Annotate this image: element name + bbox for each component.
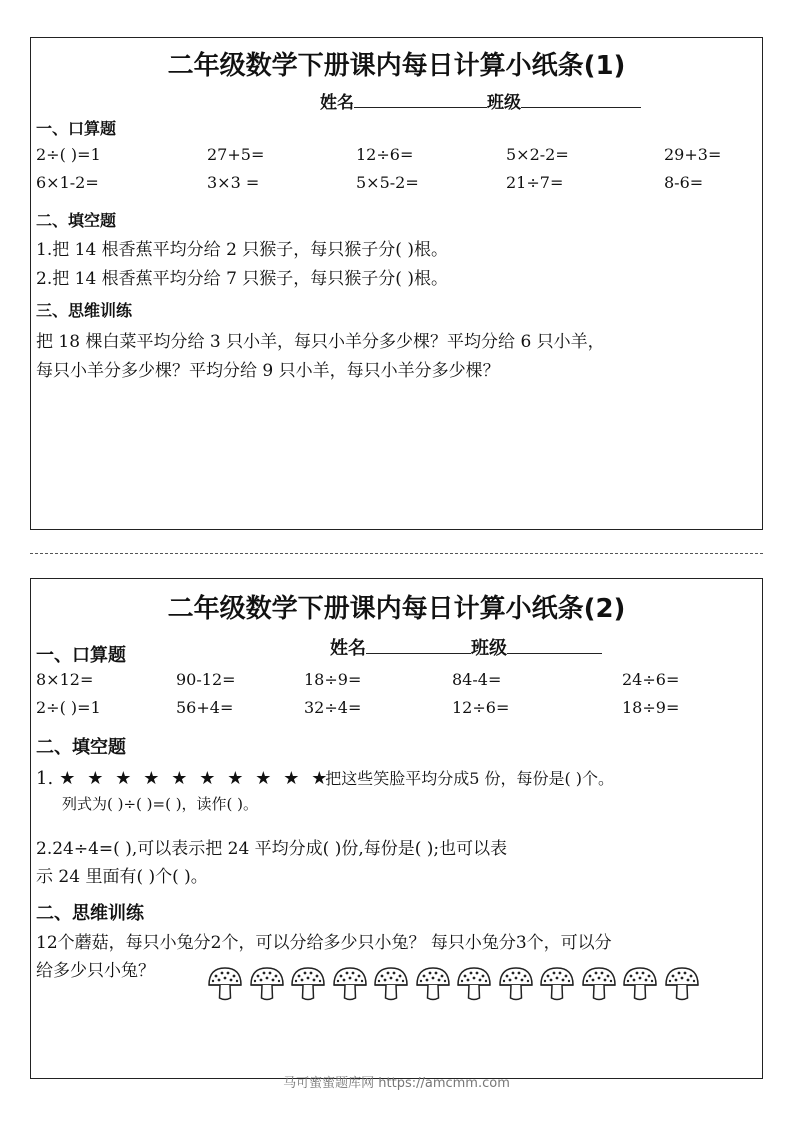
mushroom-icon: [581, 965, 617, 1003]
fill-question-2-line-2: 示 24 里面有( )个( )。: [36, 867, 208, 887]
oral-item: 8-6=: [664, 173, 704, 192]
oral-item: 90-12=: [176, 670, 236, 689]
class-blank[interactable]: [521, 91, 641, 108]
name-blank[interactable]: [354, 91, 487, 108]
oral-item: 21÷7=: [506, 173, 564, 192]
star-icon: ★: [199, 768, 216, 789]
mushroom-icon: [207, 965, 243, 1003]
star-icon: ★: [115, 768, 132, 789]
sheet1-title: 二年级数学下册课内每日计算小纸条(1): [167, 51, 626, 81]
thinking-line-2: 给多少只小兔？: [36, 961, 155, 981]
thinking-line-1: 12个蘑菇，每只小兔分2个，可以分给多少只小兔？ 每只小兔分3个，可以分: [36, 933, 612, 953]
fill-question-1: 1.把 14 根香蕉平均分给 2 只猴子，每只猴子分( )根。: [36, 240, 448, 260]
thinking-line-2: 每只小羊分多少棵？平均分给 9 只小羊，每只小羊分多少棵？: [36, 361, 500, 381]
mushroom-icon: [373, 965, 409, 1003]
star-icon: ★: [143, 768, 160, 789]
oral-item: 5×2-2=: [506, 145, 569, 164]
sheet2-name-class-row: [330, 634, 602, 660]
mushroom-icon: [456, 965, 492, 1003]
oral-item: 18÷9=: [622, 698, 680, 717]
section-thinking: 二、思维训练: [36, 903, 144, 924]
oral-item: 2÷( )=1: [36, 698, 101, 717]
star-row: [59, 768, 328, 789]
thinking-line-1: 把 18 棵白菜平均分给 3 只小羊，每只小羊分多少棵？平均分给 6 只小羊，: [36, 332, 605, 352]
mushroom-icon: [498, 965, 534, 1003]
oral-item: 84-4=: [452, 670, 502, 689]
oral-item: 24÷6=: [622, 670, 680, 689]
star-icon: ★: [87, 768, 104, 789]
section-oral: 一、口算题: [36, 645, 126, 666]
section-thinking: 三、思维训练: [36, 301, 133, 320]
star-icon: ★: [171, 768, 188, 789]
mushroom-icon: [290, 965, 326, 1003]
mushroom-icon: [332, 965, 368, 1003]
section-fill: 二、填空题: [36, 737, 126, 758]
mushroom-icon: [539, 965, 575, 1003]
oral-item: 32÷4=: [304, 698, 362, 717]
star-icon: ★: [311, 768, 328, 789]
mushroom-icon: [664, 965, 700, 1003]
cut-line: [30, 553, 763, 554]
star-icon: ★: [283, 768, 300, 789]
class-label: 班级: [487, 93, 521, 113]
oral-item: 2÷( )=1: [36, 145, 101, 164]
fill-question-1: [36, 766, 614, 789]
mushroom-icon: [622, 965, 658, 1003]
section-fill: 二、填空题: [36, 211, 117, 230]
footer-watermark: 马可蜜蜜题库网 https://amcmm.com: [283, 1076, 510, 1091]
question-number: 1.: [36, 768, 54, 789]
name-label: 姓名: [320, 93, 354, 113]
class-blank[interactable]: [507, 637, 602, 654]
oral-item: 27+5=: [207, 145, 265, 164]
oral-item: 6×1-2=: [36, 173, 99, 192]
oral-item: 29+3=: [664, 145, 722, 164]
oral-item: 12÷6=: [356, 145, 414, 164]
mushroom-icon: [249, 965, 285, 1003]
oral-item: 3×3 =: [207, 173, 260, 192]
oral-item: 5×5-2=: [356, 173, 419, 192]
fill-question-2: 2.把 14 根香蕉平均分给 7 只猴子，每只猴子分( )根。: [36, 269, 448, 289]
oral-item: 8×12=: [36, 670, 94, 689]
fill-question-1-formula: 列式为( )÷( )=( )，读作( )。: [62, 795, 259, 813]
class-label: 班级: [471, 638, 507, 659]
oral-item: 56+4=: [176, 698, 234, 717]
fill-question-1-text: 把这些笑脸平均分成5 份，每份是( )个。: [325, 769, 615, 788]
star-icon: ★: [255, 768, 272, 789]
section-oral: 一、口算题: [36, 119, 117, 138]
fill-question-2-line-1: 2.24÷4=( ),可以表示把 24 平均分成( )份,每份是( );也可以表: [36, 839, 508, 859]
sheet1-name-class-row: [320, 88, 641, 113]
oral-item: 18÷9=: [304, 670, 362, 689]
star-icon: ★: [227, 768, 244, 789]
oral-item: 12÷6=: [452, 698, 510, 717]
mushroom-icon: [415, 965, 451, 1003]
name-blank[interactable]: [366, 637, 471, 654]
sheet2-title: 二年级数学下册课内每日计算小纸条(2): [167, 594, 626, 624]
star-icon: ★: [59, 768, 76, 789]
name-label: 姓名: [330, 638, 366, 659]
